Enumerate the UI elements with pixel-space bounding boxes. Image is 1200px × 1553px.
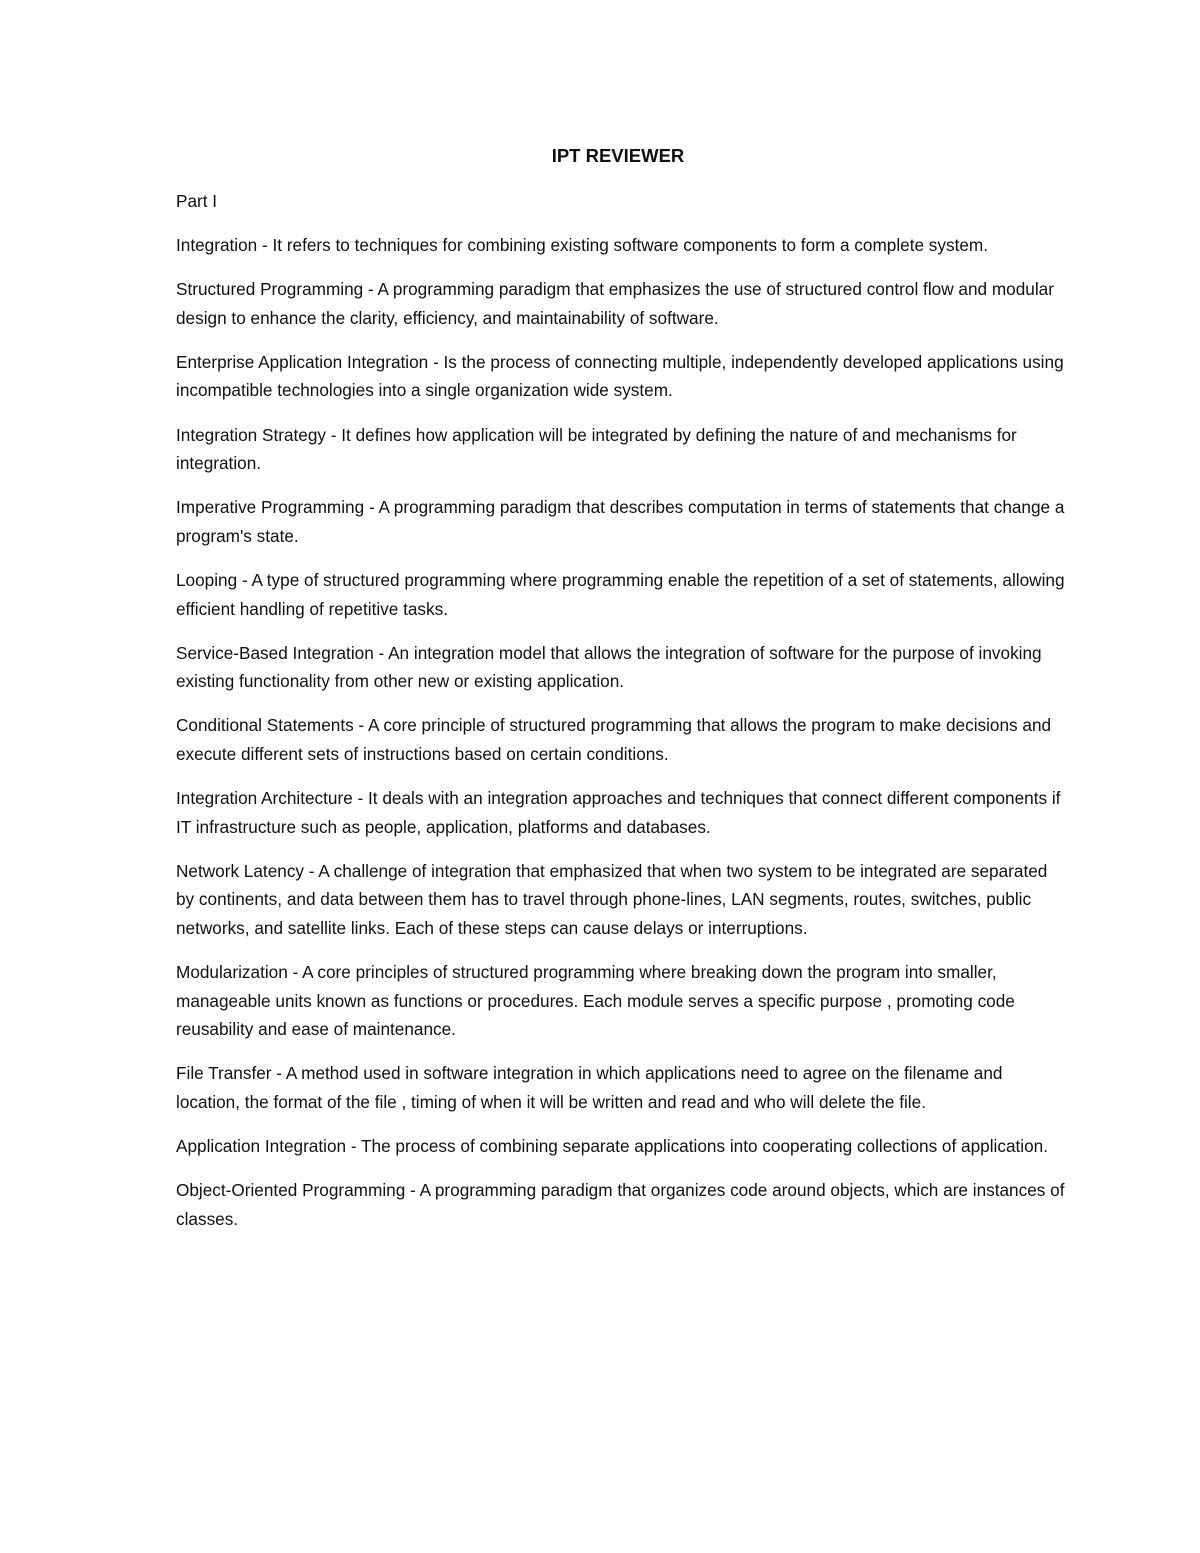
definition-entry: Integration - It refers to techniques for combining existing software components to form a complete system. (176, 235, 989, 256)
definition-entry: Imperative Programming - A programming paradigm that describes computation in terms of statements that change a program's state. (176, 497, 1065, 546)
definition-entry: File Transfer - A method used in software integration in which applications need to agree on the filename and location, the format of the file , timing of when it will be written and read and who will delete the file. (176, 1063, 1003, 1112)
definition-entry: Looping - A type of structured programming where programming enable the repetition of a set of statements, allowing efficient handling of repetitive tasks. (176, 569, 1065, 619)
definition-entry: Network Latency - A challenge of integration that emphasized that when two system to be integrated are separated by continents, and data between them has to travel through phone-lines, LAN segments, routes, switches, public networks, and satellite links. Each of these steps can cause delays or interruptions. (176, 860, 1048, 938)
definition-entry: Service-Based Integration - An integration model that allows the integration of software for the purpose of invoking existing functionality from other new or existing application. (176, 642, 1042, 692)
part-label: Part I (176, 191, 218, 211)
definition-entry: Integration Architecture - It deals with an integration approaches and techniques that connect different components if IT infrastructure such as people, application, platforms and databases. (176, 788, 1061, 837)
definition-entry: Integration Strategy - It defines how application will be integrated by defining the nature of and mechanisms for integration. (176, 424, 1017, 474)
definition-entry: Modularization - A core principles of structured programming where breaking down the program into smaller, manageable units known as functions or procedures. Each module serves a specific purpose , promoting code reusability and ease of maintenance. (176, 961, 1015, 1040)
definition-entry: Structured Programming - A programming paradigm that emphasizes the use of structured control flow and modular design to enhance the clarity, efficiency, and maintainability of software. (176, 279, 1054, 328)
definition-entry: Conditional Statements - A core principle of structured programming that allows the program to make decisions and execute different sets of instructions based on certain conditions. (176, 715, 1052, 764)
definition-entry: Application Integration - The process of combining separate applications into cooperating collections of application. (176, 1135, 1048, 1156)
definition-entry: Object-Oriented Programming - A programming paradigm that organizes code around objects, which are instances of classes. (176, 1180, 1065, 1229)
document-title: IPT REVIEWER (551, 145, 685, 166)
document-body (176, 187, 1066, 1249)
definition-entry: Enterprise Application Integration - Is the process of connecting multiple, independently developed applications using incompatible technologies into a single organization wide system. (176, 351, 1064, 401)
